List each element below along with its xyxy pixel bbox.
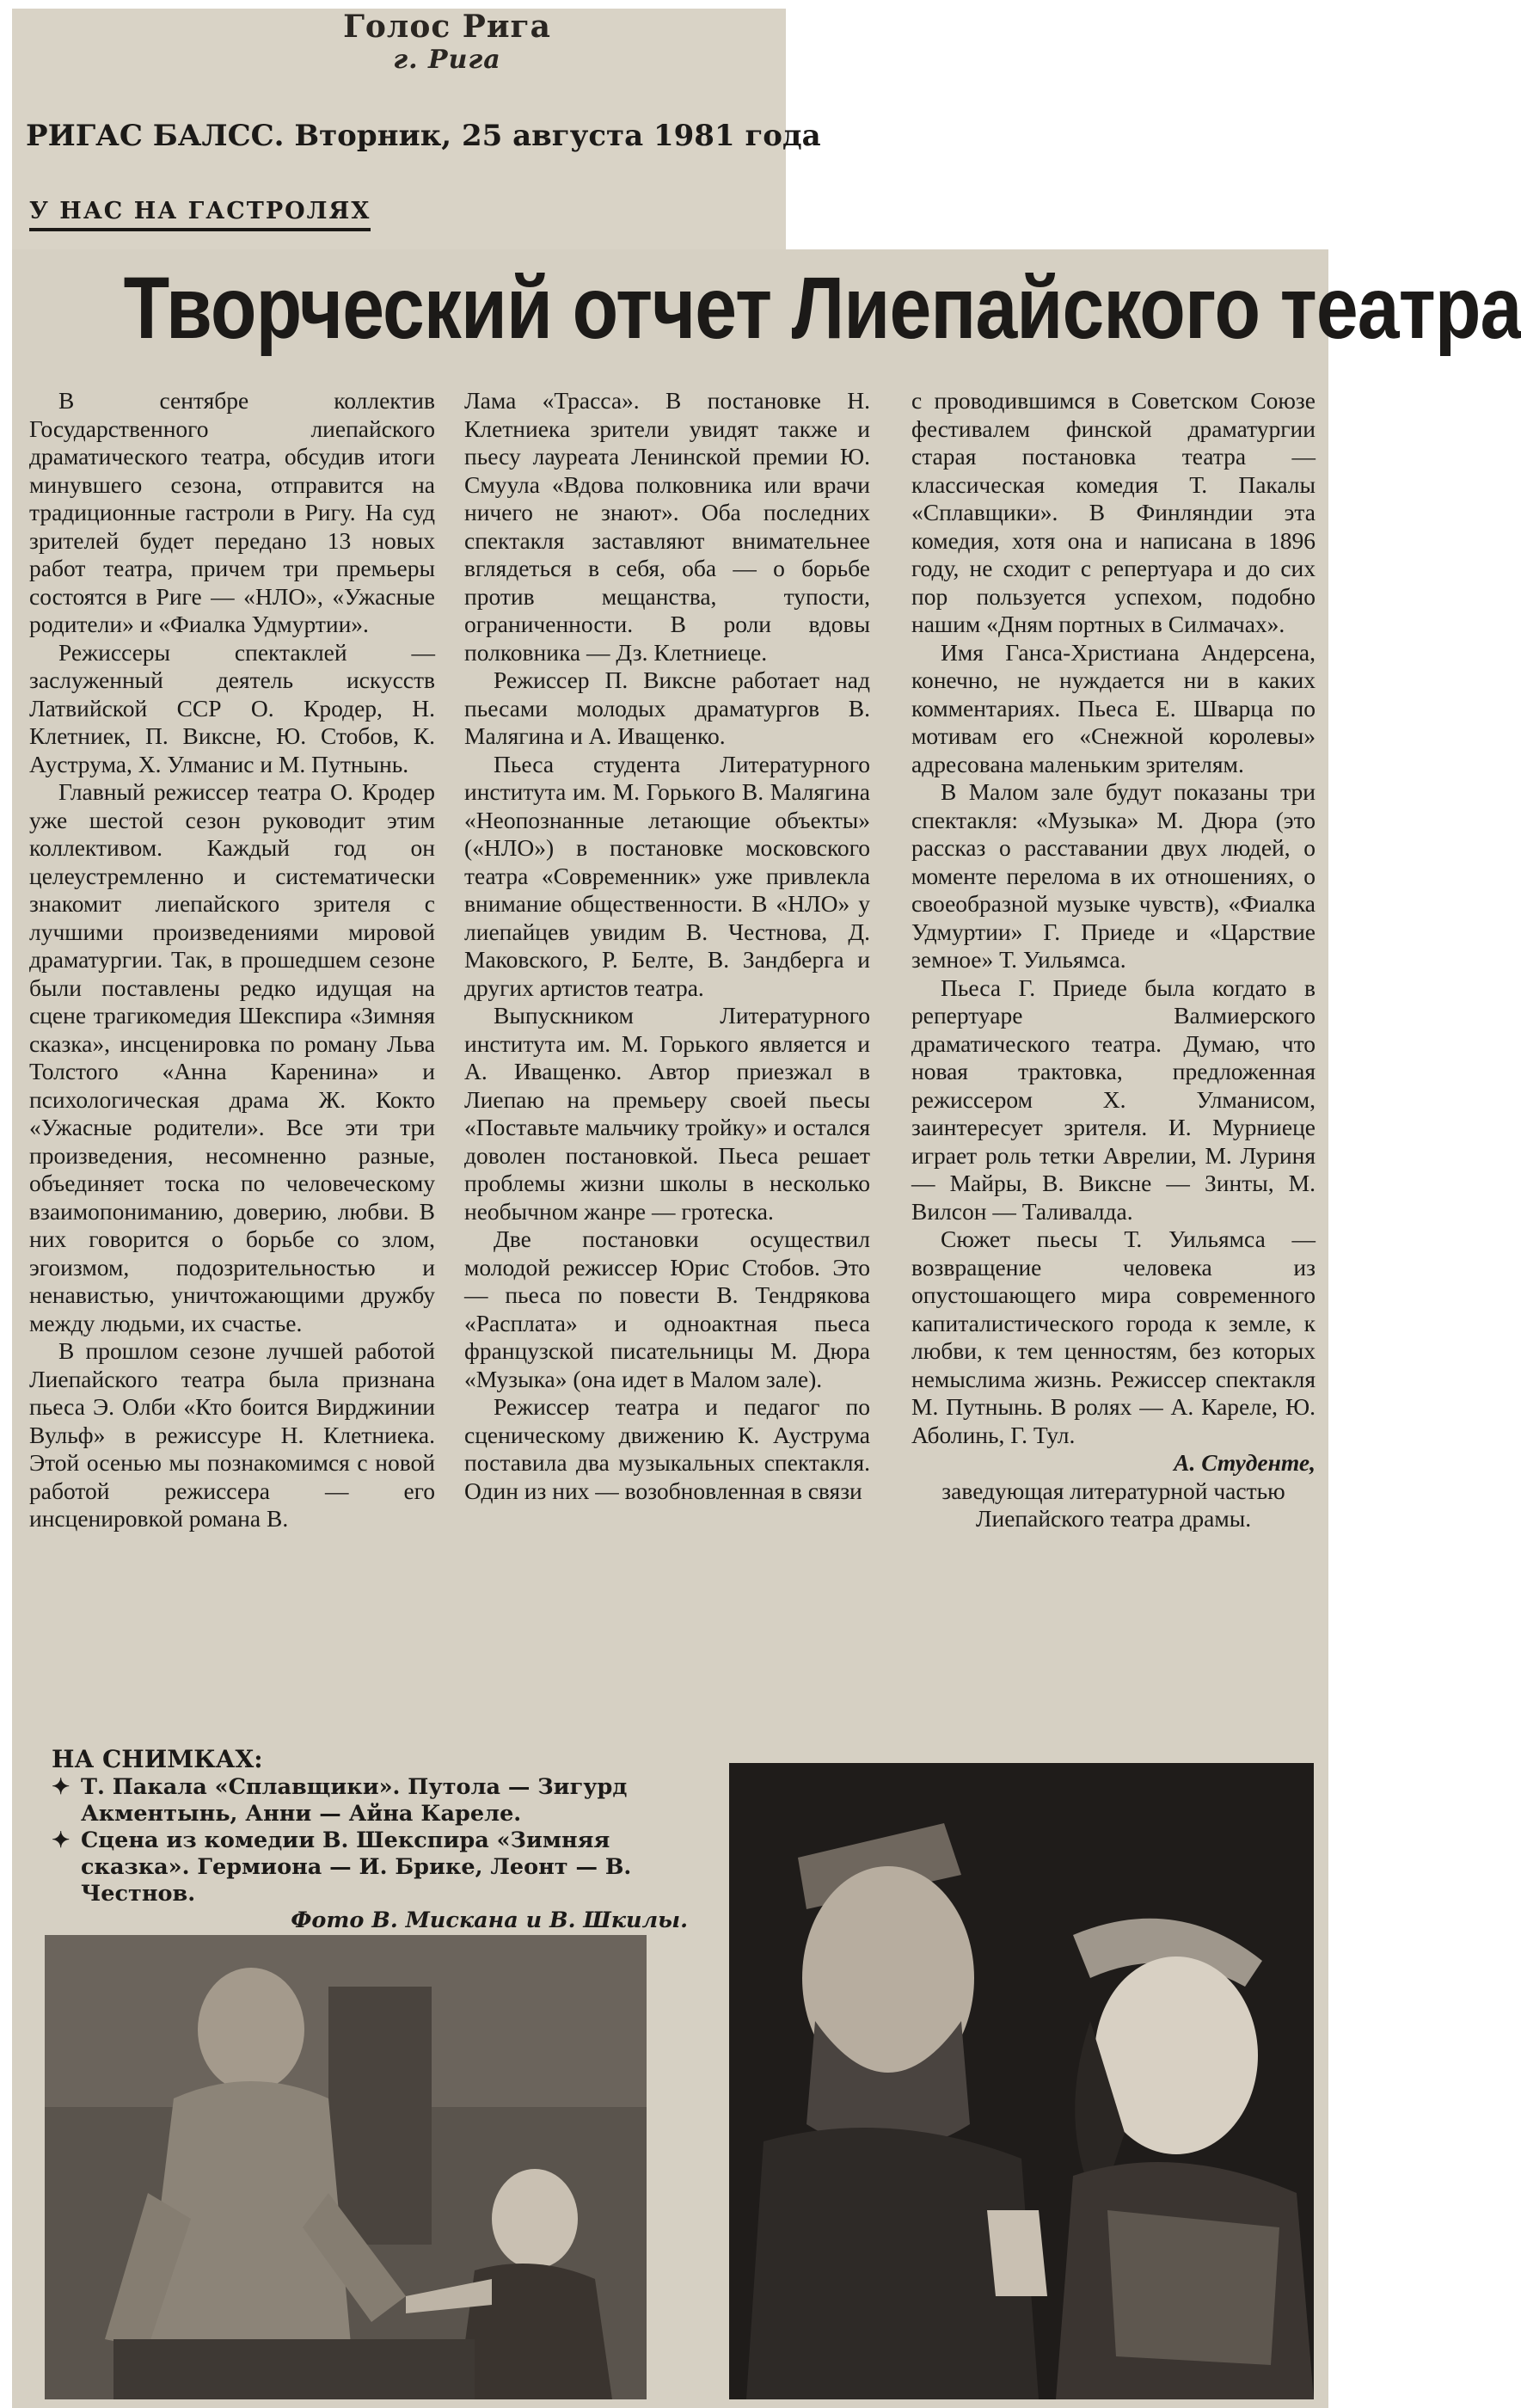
section-rubric: У НАС НА ГАСТРОЛЯХ bbox=[29, 198, 371, 231]
caption-item bbox=[52, 1828, 688, 1907]
paragraph: Выпускником Литературного института им. М. Горького является и А. Иващенко. Автор приезжал в Лиепаю на премьеру своей пьесы «Поставьте мальчику тройку» и остался доволен постановкой. Пьеса решает проблемы жизни школы в несколько необычном жанре — гротеска. bbox=[464, 1002, 870, 1225]
stamp-title: Голос Рига bbox=[343, 9, 551, 45]
star-bullet-icon: ✦ bbox=[52, 1774, 71, 1800]
caption-item bbox=[52, 1774, 688, 1828]
article-column-2 bbox=[464, 387, 870, 1505]
star-bullet-icon: ✦ bbox=[52, 1828, 71, 1853]
paragraph: Режиссеры спектаклей — заслуженный деятель искусств Латвийской ССР О. Кродер, Н. Клетниек, П. Викснe, Ю. Стобов, К. Ауструма, Х. Улманис и М. Путнынь. bbox=[29, 638, 435, 777]
paragraph: Две постановки осуществил молодой режиссер Юрис Стобов. Это — пьеса по повести В. Тендрякова «Расплата» и одноактная пьеса французской писательницы М. Дюра «Музыка» (она идет в Малом зале). bbox=[464, 1226, 870, 1392]
paragraph: Пьеса Г. Приеде была когдато в репертуаре Валмиерского драматического театра. Думаю, что новая трактовка, предложенная режиссером Х. Улманисом, заинтересует зрителя. И. Мурниеце играет роль тетки Аврелии, М. Луриня — Майры, В. Викснe — Зинты, М. Вилсон — Таливалда. bbox=[911, 974, 1316, 1225]
article-column-3 bbox=[911, 387, 1316, 1533]
paragraph: Лама «Трасса». В постановке Н. Клетниека зрители увидят также и пьесу лауреата Ленинской премии Ю. Смуула «Вдова полковника или врачи ничего не знают». Оба последних спектакля заставляют внимательнее вглядеться в себя, оба — о борьбе против мещанства, тупости, ограниченности. В роли вдовы полковника — Дз. Клетниеце. bbox=[464, 387, 870, 666]
stamp-city: г. Рига bbox=[393, 45, 501, 75]
photo-splavshchiki-image bbox=[45, 1935, 647, 2399]
caption-text: Сцена из комедии В. Шекспира «Зимняя сказка». Гермиона — И. Брике, Леонт — В. Честнов. bbox=[81, 1828, 632, 1907]
author-position: заведующая литературной частью Лиепайского театра драмы. bbox=[941, 1477, 1285, 1532]
photo-captions bbox=[52, 1746, 688, 1934]
paragraph: Режиссер П. Викснe работает над пьесами молодых драматургов В. Малягина и А. Иващенко. bbox=[464, 666, 870, 749]
photo-splavshchiki-scene bbox=[45, 1935, 647, 2399]
paragraph: В Малом зале будут показаны три спектакля: «Музыка» М. Дюра (это рассказ о расставании двух людей, о моменте перелома в их отношениях, о своеобразной музыке чувств), «Фиалка Удмуртии» Г. Приеде и «Царствие земное» Т. Уильямса. bbox=[911, 778, 1316, 973]
newspaper-stamp bbox=[284, 9, 610, 75]
paragraph: Главный режиссер театра О. Кродер уже шестой сезон руководит этим коллективом. Каждый год он целеустремленно и систематически знакомит лиепайского зрителя с лучшими произведениями мировой драматургии. Так, в прошедшем сезоне были поставлены редко идущая на сцене трагикомедия Шекспира «Зимняя сказка», инсценировка по роману Льва Толстого «Анна Каренина» и психологическая драма Ж. Кокто «Ужасные родители». Все эти три произведения, несомненно разные, объединяет тоска по человеческому взаимопониманию, доверию, любви. В них говорится о борьбе со злом, эгоизмом, подозрительностью и ненавистью, уничтожающими дружбу между людьми, их счастье. bbox=[29, 778, 435, 1336]
paragraph: Имя Ганса-Христиана Андерсена, конечно, не нуждается ни в каких комментариях. Пьеса Е. Шварца по мотивам его «Снежной королевы» адресована маленьким зрителям. bbox=[911, 638, 1316, 777]
author-signature: А. Студенте, bbox=[1174, 1449, 1316, 1476]
photo-credit: Фото В. Мискана и В. Шкилы. bbox=[291, 1907, 688, 1933]
photo-winters-tale-scene bbox=[729, 1763, 1314, 2399]
masthead-date-line: РИГАС БАЛСС. Вторник, 25 августа 1981 года bbox=[26, 119, 821, 153]
photo-winters-tale-image bbox=[729, 1763, 1314, 2399]
caption-text: Т. Пакала «Сплавщики». Путола — Зигурд Акментынь, Анни — Айна Кареле. bbox=[81, 1774, 628, 1827]
paragraph: В сентябре коллектив Государственного лиепайского драматического театра, обсудив итоги минувшего сезона, отправится на традиционные гастроли в Ригу. На суд зрителей будет передано 13 новых работ театра, причем три премьеры состоятся в Риге — «НЛО», «Ужасные родители» и «Фиалка Удмуртии». bbox=[29, 387, 435, 637]
article-column-1 bbox=[29, 387, 435, 1533]
paragraph: Пьеса студента Литературного института им. М. Горького В. Малягина «Неопознанные летающие объекты» («НЛО») в постановке московского театра «Современник» уже привлекла внимание общественности. В «НЛО» у лиепайцев увидим В. Честнова, Д. Маковского, Р. Белте, В. Зандберга и других артистов театра. bbox=[464, 750, 870, 1001]
paragraph: Режиссер театра и педагог по сценическому движению К. Ауструма поставила два музыкальных спектакля. Один из них — возобновленная в связи bbox=[464, 1393, 870, 1504]
paragraph: Сюжет пьесы Т. Уильямса — возвращение человека из опустошающего мира современного капиталистического города к земле, к любви, к тем ценностям, без которых немыслима жизнь. Режиссер спектакля М. Путнынь. В ролях — А. Кареле, Ю. Аболинь, Г. Тул. bbox=[911, 1226, 1316, 1448]
paragraph: с проводившимся в Советском Союзе фестивалем финской драматургии старая постановка театра — классическая комедия Т. Пакалы «Сплавщики». В Финляндии эта комедия, хотя она и написана в 1896 году, не сходит с репертуара и до сих пор пользуется успехом, подобно нашим «Дням портных в Силмачах». bbox=[911, 387, 1316, 637]
paragraph: В прошлом сезоне лучшей работой Лиепайского театра была признана пьеса Э. Олби «Кто боится Вирджинии Вульф» в режиссуре Н. Клетниека. Этой осенью мы познакомимся с новой работой режиссера — его инсценировкой романа В. bbox=[29, 1337, 435, 1532]
article-headline: Творческий отчет Лиепайского театра bbox=[123, 259, 1521, 357]
captions-heading: НА СНИМКАХ: bbox=[52, 1745, 263, 1773]
